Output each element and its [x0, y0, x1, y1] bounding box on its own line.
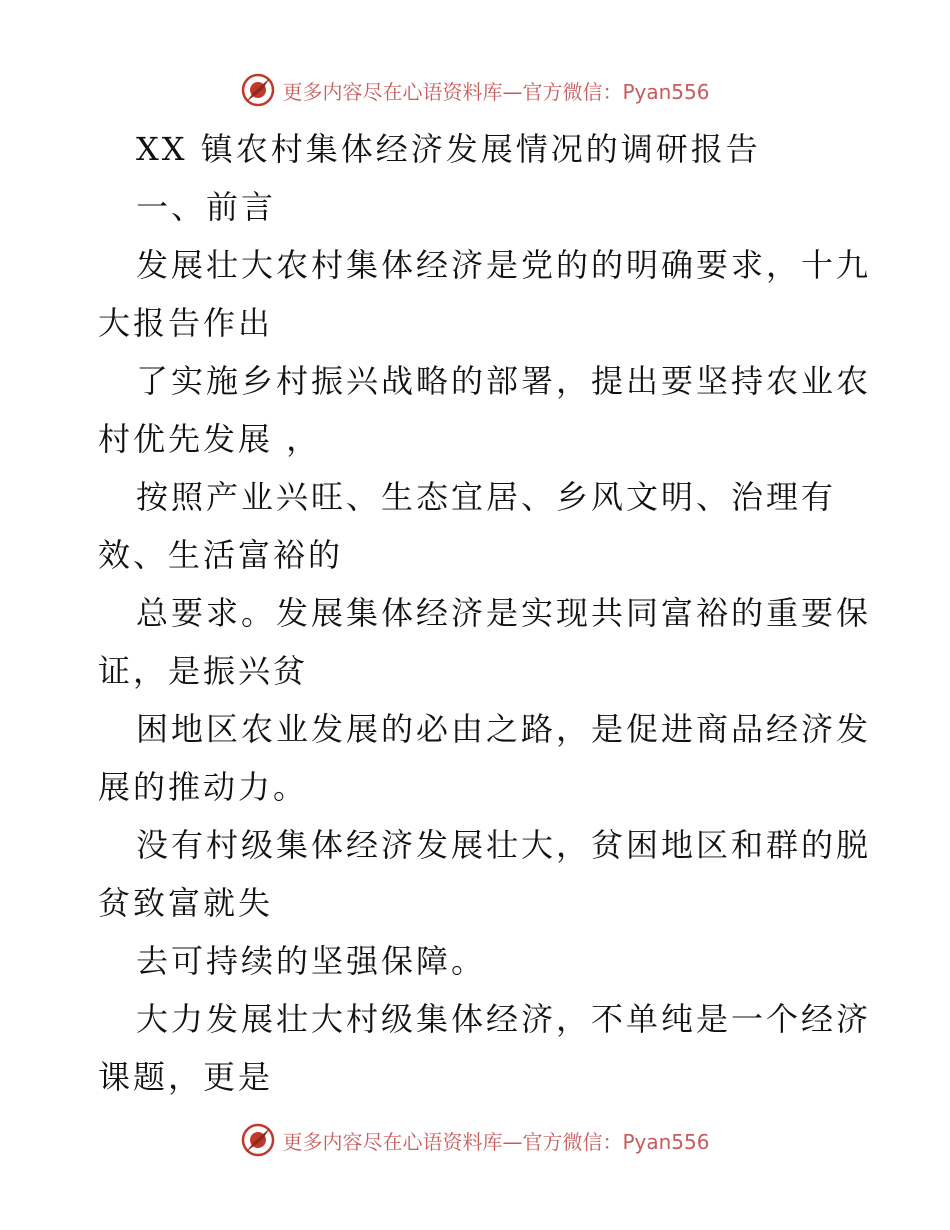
banner-text: 更多内容尽在心语资料库—官方微信：Pyan556	[282, 79, 710, 104]
document-body	[98, 120, 872, 1106]
paragraph-line: 没有村级集体经济发展壮大，贫困地区和群的脱	[136, 826, 872, 864]
paragraph-line: 大报告作出	[98, 304, 274, 342]
paragraph-line: 发展壮大农村集体经济是党的的明确要求，十九	[136, 246, 872, 284]
paragraph-line: 去可持续的坚强保障。	[136, 942, 487, 980]
paragraph-line: 村优先发展 ，	[98, 420, 322, 458]
doc-title: XX 镇农村集体经济发展情况的调研报告	[136, 130, 761, 168]
paragraph-line: 总要求。发展集体经济是实现共同富裕的重要保	[136, 594, 872, 632]
banner-text: 更多内容尽在心语资料库—官方微信：Pyan556	[282, 1129, 710, 1154]
header-banner	[0, 70, 950, 110]
paragraph-line: 课题，更是	[98, 1058, 274, 1096]
section-heading: 一、前言	[136, 188, 277, 226]
footer-banner	[0, 1120, 950, 1160]
brand-logo-icon	[240, 1122, 276, 1158]
paragraph-line: 展的推动力。	[98, 768, 309, 806]
paragraph-line: 了实施乡村振兴战略的部署，提出要坚持农业农	[136, 362, 872, 400]
paragraph-line: 效、生活富裕的	[98, 536, 344, 574]
paragraph-line: 按照产业兴旺、生态宜居、乡风文明、治理有	[136, 478, 837, 516]
paragraph-line: 证，是振兴贫	[98, 652, 309, 690]
paragraph-line: 大力发展壮大村级集体经济，不单纯是一个经济	[136, 1000, 872, 1038]
brand-logo-icon	[240, 72, 276, 108]
paragraph-line: 贫致富就失	[98, 884, 274, 922]
paragraph-line: 困地区农业发展的必由之路，是促进商品经济发	[136, 710, 872, 748]
